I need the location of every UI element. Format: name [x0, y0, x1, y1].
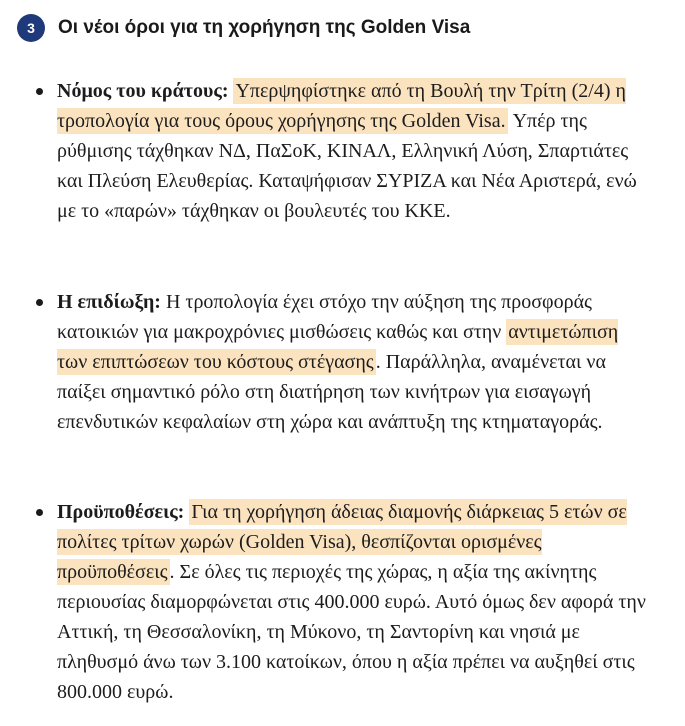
bullet-dot-icon	[36, 509, 43, 516]
bullet-dot-icon	[36, 299, 43, 306]
bullet-label: Προϋποθέσεις:	[57, 501, 185, 523]
section-title: Οι νέοι όροι για τη χορήγηση της Golden Visa	[58, 17, 471, 38]
bullet-text: . Παράλληλα, αναμένεται να παίξει σημαντικό ρόλο στη διατήρηση των κινήτρων για εισαγωγή επενδυτικών κεφαλαίων στη χώρα και ανάπτυξη της κτηματαγοράς.	[57, 351, 606, 433]
bullet-text: Η τροπολογία έχει στόχο την αύξηση της προσφοράς κατοικιών για μακροχρόνιες μισθώσεις καθώς και στην	[57, 291, 592, 343]
bullet-label: Η επιδίωξη:	[57, 291, 161, 313]
bullet-item-goal	[57, 287, 647, 437]
bullet-dot-icon	[36, 88, 43, 95]
bullet-item-requirements	[57, 497, 647, 707]
bullet-item-law	[57, 76, 647, 226]
bullet-text: Υπέρ της ρύθμισης τάχθηκαν ΝΔ, ΠαΣοΚ, ΚΙΝΑΛ, Ελληνική Λύση, Σπαρτιάτες και Πλεύση Ελευθερίας. Καταψήφισαν ΣΥΡΙΖΑ και Νέα Αριστερά, ενώ με το «παρών» τάχθηκαν οι βουλευτές του ΚΚΕ.	[57, 110, 637, 222]
section-header	[17, 14, 470, 42]
highlighted-text: Υπερψηφίστηκε από τη Βουλή την Τρίτη (2/4) η τροπολογία για τους όρους χορήγησης της Golden Visa.	[57, 80, 626, 132]
highlighted-text: Για τη χορήγηση άδειας διαμονής διάρκειας 5 ετών σε πολίτες τρίτων χωρών (Golden Visa), θεσπίζονται ορισμένες προϋποθέσεις	[57, 501, 627, 583]
highlighted-text: αντιμετώπιση των επιπτώσεων του κόστους στέγασης	[57, 321, 619, 373]
bullet-label: Νόμος του κράτους:	[57, 80, 229, 102]
section-number-badge: 3	[17, 14, 45, 42]
bullet-text: . Σε όλες τις περιοχές της χώρας, η αξία της ακίνητης περιουσίας διαμορφώνεται στις 400.000 ευρώ. Αυτό όμως δεν αφορά την Αττική, τη Θεσσαλονίκη, τη Μύκονο, τη Σαντορίνη και νησιά με πληθυσμό άνω των 3.100 κατοίκων, όπου η αξία πρέπει να αυξηθεί στις 800.000 ευρώ.	[57, 561, 646, 703]
